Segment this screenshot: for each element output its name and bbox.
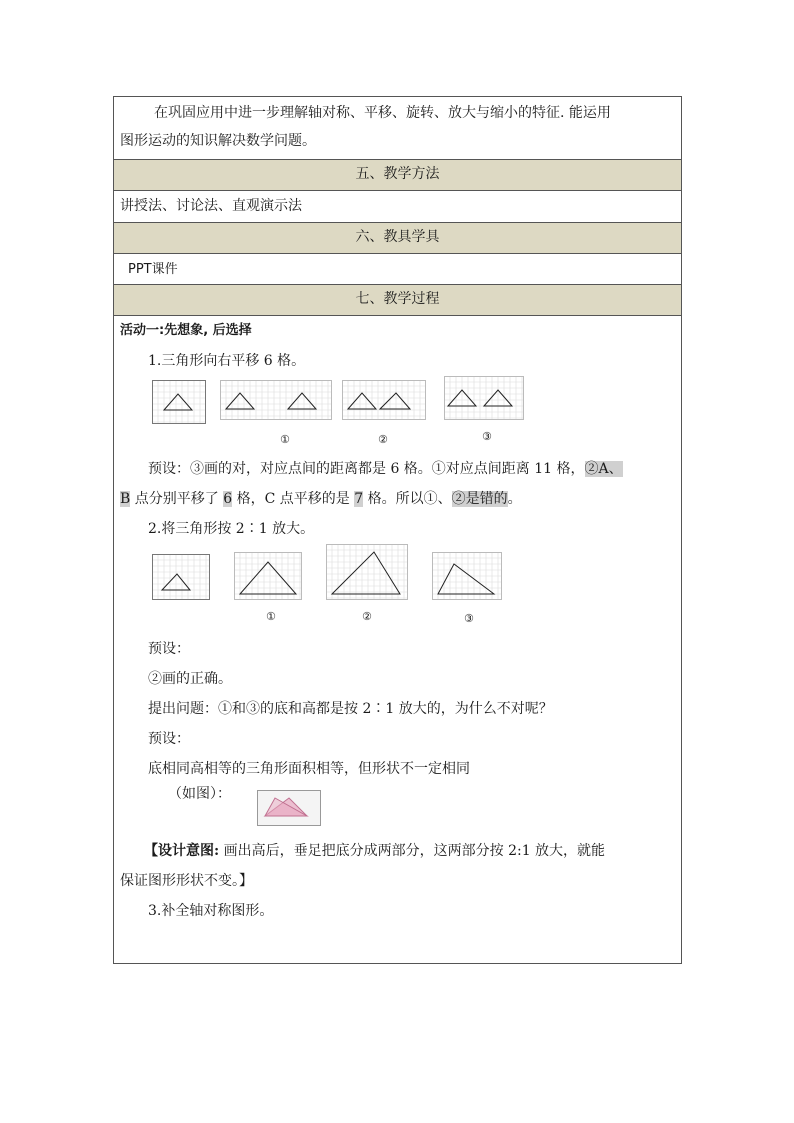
q2-mark-2: ② <box>362 610 372 623</box>
q2-figures <box>114 544 681 636</box>
activity-title: 活动一:先想象, 后选择 <box>120 323 252 338</box>
same-area-triangles-figure <box>257 790 321 826</box>
q1-mark-1: ① <box>280 433 290 446</box>
intro-line-2: 图形运动的知识解决数学问题。 <box>120 133 316 149</box>
q1-preset-line-2: B 点分别平移了 6 格，C 点平移的是 7 格。所以①、②是错的。 <box>120 491 522 507</box>
section-6-body: PPT课件 <box>114 254 681 285</box>
q1-original-grid <box>152 380 206 424</box>
q1-option-1-grid <box>220 380 332 420</box>
q1-option-3-grid <box>444 376 524 420</box>
q2-mark-1: ① <box>266 610 276 623</box>
intro-cell <box>114 97 681 160</box>
q1-option-2-grid <box>342 380 426 420</box>
design-intent-line-1: 【设计意图: 画出高后，垂足把底分成两部分，这两部分按 2:1 放大，就能 <box>144 843 606 859</box>
q1-figures <box>114 376 681 452</box>
as-figure-label: （如图）： <box>168 786 231 802</box>
q2-option-3-grid <box>432 552 502 600</box>
process-cell <box>114 316 681 964</box>
q2-mark-3: ③ <box>464 612 474 625</box>
section-5-header: 五、教学方法 <box>114 160 681 191</box>
q1-mark-2: ② <box>378 433 388 446</box>
q2-original-grid <box>152 554 210 600</box>
q2-option-2-grid <box>326 544 408 600</box>
question-2: 2.将三角形按 2∶1 放大。 <box>148 521 315 537</box>
preset-label-2: 预设： <box>148 731 190 747</box>
section-5-body: 讲授法、讨论法、直观演示法 <box>114 191 681 223</box>
section-7-header: 七、教学过程 <box>114 285 681 316</box>
q2-answer: ②画的正确。 <box>148 671 232 687</box>
design-intent-line-2: 保证图形形状不变。】 <box>120 873 253 889</box>
q2-option-1-grid <box>234 552 302 600</box>
intro-line-1: 在巩固应用中进一步理解轴对称、平移、旋转、放大与缩小的特征. 能运用 <box>154 105 611 121</box>
lesson-table <box>113 96 682 964</box>
q1-preset-line-1: 预设：③画的对，对应点间的距离都是 6 格。①对应点间距离 11 格，②A、 <box>148 461 623 477</box>
explain-figure-row <box>114 784 681 828</box>
section-6-header: 六、教具学具 <box>114 223 681 254</box>
explanation: 底相同高相等的三角形面积相等，但形状不一定相同 <box>148 761 470 777</box>
question-1: 1.三角形向右平移 6 格。 <box>148 353 306 369</box>
question-text: 提出问题：①和③的底和高都是按 2∶1 放大的，为什么不对呢？ <box>148 701 553 717</box>
question-3: 3.补全轴对称图形。 <box>148 903 274 919</box>
q2-preset-label: 预设： <box>148 641 190 657</box>
q1-mark-3: ③ <box>482 430 492 443</box>
